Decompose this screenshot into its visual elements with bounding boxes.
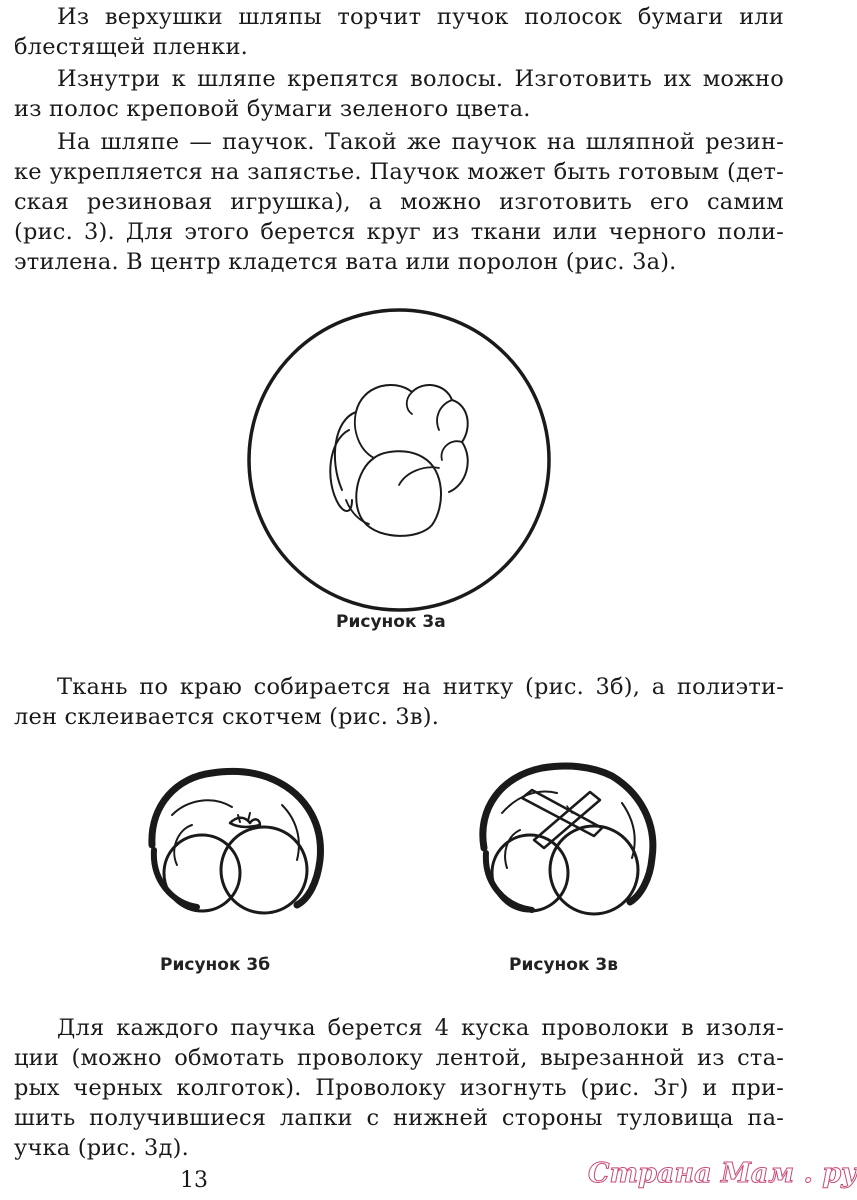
text-line: рых черных колготок). Проволоку изогнуть (рис. 3г) и при- [14,1075,784,1101]
figure-3v-illustration [462,758,662,930]
text-line: ке укрепляется на запястье. Паучок может быть готовым (дет- [14,159,784,185]
wadding-ball [221,827,307,913]
figure-3a-caption: Рисунок 3а [336,612,446,632]
text-line: ская резиновая игрушка), а можно изготовить его самим [14,189,784,215]
scotch-tape-strip [522,790,602,836]
text-line: Ткань по краю собирается на нитку (рис. 3б), а полиэти- [57,674,784,700]
page-number: 13 [180,1168,208,1193]
figure-3v-caption: Рисунок 3в [509,955,618,975]
site-watermark: Страна Мам . ру [588,1158,857,1189]
paragraph-1 [14,2,784,62]
text-line: Для каждого паучка берется 4 куска проволоки в изоля- [57,1015,784,1041]
text-line: учка (рис. 3д). [14,1135,189,1161]
text-line: блестящей пленки. [14,34,248,60]
text-line: (рис. 3). Для этого берется круг из ткани или черного поли- [14,219,784,245]
text-line: Изнутри к шляпе крепятся волосы. Изготовить их можно [57,66,784,92]
paragraph-2 [14,64,784,124]
text-line: из полос креповой бумаги зеленого цвета. [14,96,531,122]
text-line: лен склеивается скотчем (рис. 3в). [14,704,440,730]
text-line: этилена. В центр кладется вата или поролон (рис. 3а). [14,249,677,275]
text-line: шить получившиеся лапки с нижней стороны туловища па- [14,1105,784,1131]
paragraph-5 [14,1013,784,1163]
paragraph-4 [14,672,784,732]
figure-3a-illustration [234,300,564,620]
text-line: На шляпе — паучок. Такой же паучок на шляпной резин- [57,129,784,155]
scotch-tape-strip [534,792,600,848]
paragraph-3 [14,127,784,277]
text-line: ции (можно обмотать проволоку лентой, вырезанной из ста- [14,1045,784,1071]
fabric-circle [249,310,549,610]
figure-3b-illustration [132,765,332,930]
figure-3b-caption: Рисунок 3б [160,955,271,975]
text-line: Из верхушки шляпы торчит пучок полосок бумаги или [57,4,784,30]
wadding-ball [550,826,638,914]
